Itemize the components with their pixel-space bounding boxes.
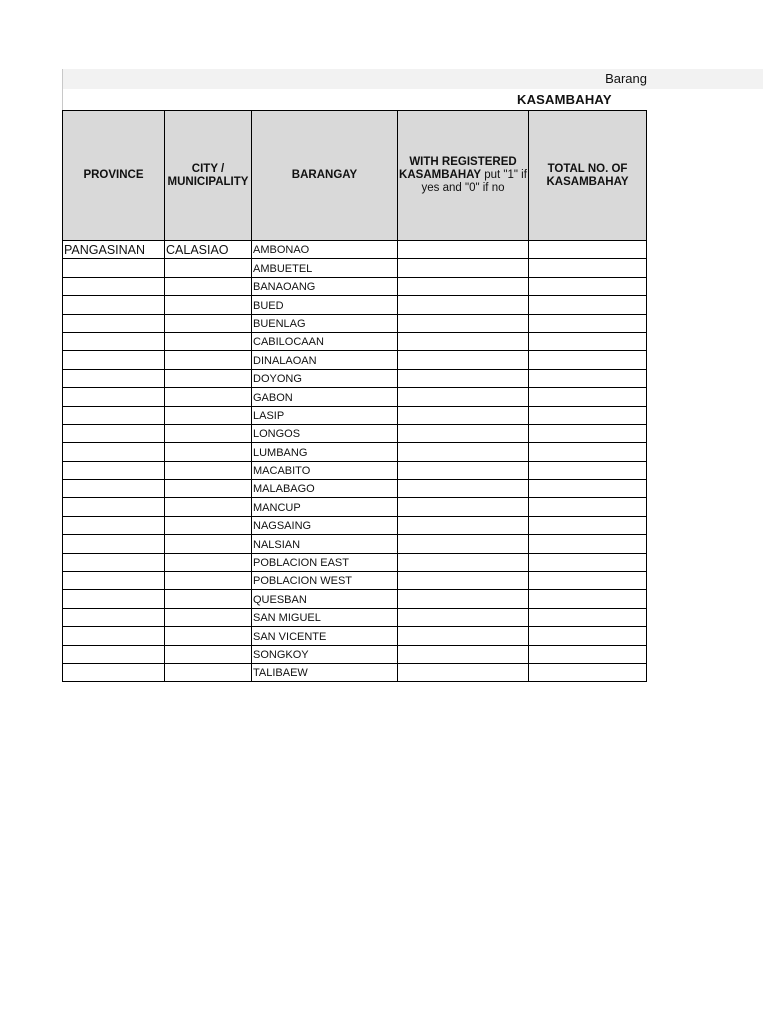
cell-with-registered[interactable] — [398, 388, 529, 406]
cell-total-kasambahay[interactable] — [529, 351, 647, 369]
cell-city-municipality[interactable] — [165, 572, 252, 590]
cell-city-municipality[interactable] — [165, 535, 252, 553]
table-row — [63, 351, 647, 369]
table-row — [63, 590, 647, 608]
cell-city-municipality[interactable] — [165, 663, 252, 681]
cell-barangay[interactable]: AMBONAO — [252, 241, 398, 259]
cell-with-registered[interactable] — [398, 516, 529, 534]
cell-total-kasambahay[interactable] — [529, 553, 647, 571]
cell-city-municipality[interactable] — [165, 516, 252, 534]
cell-total-kasambahay[interactable] — [529, 296, 647, 314]
cell-with-registered[interactable] — [398, 663, 529, 681]
table-body — [63, 241, 647, 682]
table-row — [63, 627, 647, 645]
cell-province[interactable] — [63, 369, 165, 387]
cell-barangay[interactable]: TALIBAEW — [252, 663, 398, 681]
cell-barangay[interactable]: GABON — [252, 388, 398, 406]
cell-province[interactable] — [63, 572, 165, 590]
header-city-municipality[interactable]: CITY / MUNICIPALITY — [165, 111, 252, 241]
cell-barangay[interactable]: DOYONG — [252, 369, 398, 387]
cell-total-kasambahay[interactable] — [529, 572, 647, 590]
cell-total-kasambahay[interactable] — [529, 645, 647, 663]
cell-barangay[interactable]: NAGSAING — [252, 516, 398, 534]
cell-with-registered[interactable] — [398, 369, 529, 387]
header-barangay[interactable]: BARANGAY — [252, 111, 398, 241]
table-row — [63, 498, 647, 516]
title-row — [63, 69, 763, 89]
cell-total-kasambahay[interactable] — [529, 241, 647, 259]
cell-province[interactable] — [63, 424, 165, 442]
cell-with-registered[interactable] — [398, 627, 529, 645]
header-with-registered-bold: WITH REGISTERED KASAMBAHAY — [399, 156, 517, 181]
table-row — [63, 461, 647, 479]
cell-total-kasambahay[interactable] — [529, 627, 647, 645]
cell-barangay[interactable]: MANCUP — [252, 498, 398, 516]
cell-city-municipality[interactable] — [165, 332, 252, 350]
cell-total-kasambahay[interactable] — [529, 608, 647, 626]
cell-province[interactable] — [63, 516, 165, 534]
table-row — [63, 608, 647, 626]
table-row — [63, 241, 647, 259]
cell-total-kasambahay[interactable] — [529, 516, 647, 534]
cell-with-registered[interactable] — [398, 461, 529, 479]
cell-barangay[interactable]: MALABAGO — [252, 480, 398, 498]
cell-city-municipality[interactable] — [165, 296, 252, 314]
cell-province[interactable] — [63, 608, 165, 626]
header-row — [63, 111, 647, 241]
cell-with-registered[interactable] — [398, 351, 529, 369]
cell-province[interactable] — [63, 277, 165, 295]
cell-province[interactable] — [63, 388, 165, 406]
cell-barangay[interactable]: NALSIAN — [252, 535, 398, 553]
cell-barangay[interactable]: BUENLAG — [252, 314, 398, 332]
cell-with-registered[interactable] — [398, 277, 529, 295]
cell-total-kasambahay[interactable] — [529, 461, 647, 479]
cell-barangay[interactable]: BUED — [252, 296, 398, 314]
cell-barangay[interactable]: LUMBANG — [252, 443, 398, 461]
cell-with-registered[interactable] — [398, 590, 529, 608]
cell-province[interactable] — [63, 480, 165, 498]
cell-barangay[interactable]: SONGKOY — [252, 645, 398, 663]
cell-province[interactable] — [63, 498, 165, 516]
cell-barangay[interactable]: SAN MIGUEL — [252, 608, 398, 626]
table-row — [63, 388, 647, 406]
cell-city-municipality[interactable] — [165, 461, 252, 479]
cell-province[interactable] — [63, 663, 165, 681]
cell-barangay[interactable]: AMBUETEL — [252, 259, 398, 277]
cell-with-registered[interactable] — [398, 443, 529, 461]
cell-city-municipality[interactable] — [165, 590, 252, 608]
cell-province[interactable] — [63, 296, 165, 314]
subtitle-row — [63, 89, 647, 110]
cell-with-registered[interactable] — [398, 553, 529, 571]
cell-with-registered[interactable] — [398, 259, 529, 277]
table-row — [63, 443, 647, 461]
cell-province[interactable] — [63, 314, 165, 332]
cell-total-kasambahay[interactable] — [529, 314, 647, 332]
sheet-subtitle: KASAMBAHAY — [517, 92, 612, 107]
cell-city-municipality[interactable] — [165, 553, 252, 571]
cell-with-registered[interactable] — [398, 406, 529, 424]
cell-total-kasambahay[interactable] — [529, 498, 647, 516]
cell-city-municipality[interactable] — [165, 259, 252, 277]
table-row — [63, 314, 647, 332]
header-total-kasambahay[interactable]: TOTAL NO. OF KASAMBAHAY — [529, 111, 647, 241]
cell-total-kasambahay[interactable] — [529, 277, 647, 295]
cell-province[interactable] — [63, 590, 165, 608]
header-with-registered-note: put "1" if yes and "0" if no — [421, 169, 527, 194]
table-row — [63, 277, 647, 295]
cell-total-kasambahay[interactable] — [529, 406, 647, 424]
cell-province[interactable] — [63, 461, 165, 479]
table-row — [63, 424, 647, 442]
cell-city-municipality[interactable] — [165, 627, 252, 645]
cell-with-registered[interactable] — [398, 645, 529, 663]
cell-barangay[interactable]: POBLACION EAST — [252, 553, 398, 571]
table-row — [63, 572, 647, 590]
cell-barangay[interactable]: POBLACION WEST — [252, 572, 398, 590]
cell-barangay[interactable]: DINALAOAN — [252, 351, 398, 369]
table-row — [63, 553, 647, 571]
cell-city-municipality[interactable] — [165, 498, 252, 516]
cell-total-kasambahay[interactable] — [529, 480, 647, 498]
table-row — [63, 369, 647, 387]
cell-city-municipality[interactable] — [165, 645, 252, 663]
cell-province[interactable] — [63, 553, 165, 571]
cell-total-kasambahay[interactable] — [529, 259, 647, 277]
cell-province[interactable] — [63, 332, 165, 350]
table-row — [63, 645, 647, 663]
table-row — [63, 480, 647, 498]
table-row — [63, 332, 647, 350]
cell-total-kasambahay[interactable] — [529, 332, 647, 350]
cell-with-registered[interactable] — [398, 480, 529, 498]
cell-with-registered[interactable] — [398, 424, 529, 442]
cell-barangay[interactable]: BANAOANG — [252, 277, 398, 295]
cell-province[interactable]: PANGASINAN — [63, 241, 165, 259]
cell-barangay[interactable]: SAN VICENTE — [252, 627, 398, 645]
cell-city-municipality[interactable] — [165, 424, 252, 442]
cell-with-registered[interactable] — [398, 608, 529, 626]
header-province[interactable]: PROVINCE — [63, 111, 165, 241]
cell-total-kasambahay[interactable] — [529, 388, 647, 406]
cell-total-kasambahay[interactable] — [529, 590, 647, 608]
cell-province[interactable] — [63, 351, 165, 369]
cell-with-registered[interactable] — [398, 535, 529, 553]
cell-city-municipality[interactable] — [165, 369, 252, 387]
cell-city-municipality[interactable] — [165, 351, 252, 369]
cell-province[interactable] — [63, 443, 165, 461]
cell-barangay[interactable]: CABILOCAAN — [252, 332, 398, 350]
cell-city-municipality[interactable] — [165, 314, 252, 332]
cell-with-registered[interactable] — [398, 498, 529, 516]
cell-province[interactable] — [63, 627, 165, 645]
table-row — [63, 663, 647, 681]
cell-with-registered[interactable] — [398, 241, 529, 259]
cell-province[interactable] — [63, 645, 165, 663]
table-row — [63, 516, 647, 534]
table-row — [63, 406, 647, 424]
cell-total-kasambahay[interactable] — [529, 443, 647, 461]
sheet-title: Barang — [605, 71, 647, 86]
cell-with-registered[interactable] — [398, 332, 529, 350]
cell-province[interactable] — [63, 259, 165, 277]
cell-city-municipality[interactable] — [165, 480, 252, 498]
cell-province[interactable] — [63, 535, 165, 553]
table-row — [63, 259, 647, 277]
cell-city-municipality[interactable] — [165, 608, 252, 626]
cell-province[interactable] — [63, 406, 165, 424]
kasambahay-table — [62, 110, 647, 682]
cell-total-kasambahay[interactable] — [529, 535, 647, 553]
cell-with-registered[interactable] — [398, 314, 529, 332]
cell-barangay[interactable]: LONGOS — [252, 424, 398, 442]
cell-total-kasambahay[interactable] — [529, 424, 647, 442]
cell-total-kasambahay[interactable] — [529, 663, 647, 681]
cell-city-municipality[interactable] — [165, 406, 252, 424]
cell-barangay[interactable]: MACABITO — [252, 461, 398, 479]
cell-barangay[interactable]: QUESBAN — [252, 590, 398, 608]
cell-city-municipality[interactable] — [165, 443, 252, 461]
cell-with-registered[interactable] — [398, 572, 529, 590]
cell-total-kasambahay[interactable] — [529, 369, 647, 387]
table-row — [63, 535, 647, 553]
cell-with-registered[interactable] — [398, 296, 529, 314]
cell-city-municipality[interactable] — [165, 277, 252, 295]
table-row — [63, 296, 647, 314]
cell-city-municipality[interactable] — [165, 388, 252, 406]
cell-city-municipality[interactable]: CALASIAO — [165, 241, 252, 259]
cell-barangay[interactable]: LASIP — [252, 406, 398, 424]
header-with-registered[interactable] — [398, 111, 529, 241]
